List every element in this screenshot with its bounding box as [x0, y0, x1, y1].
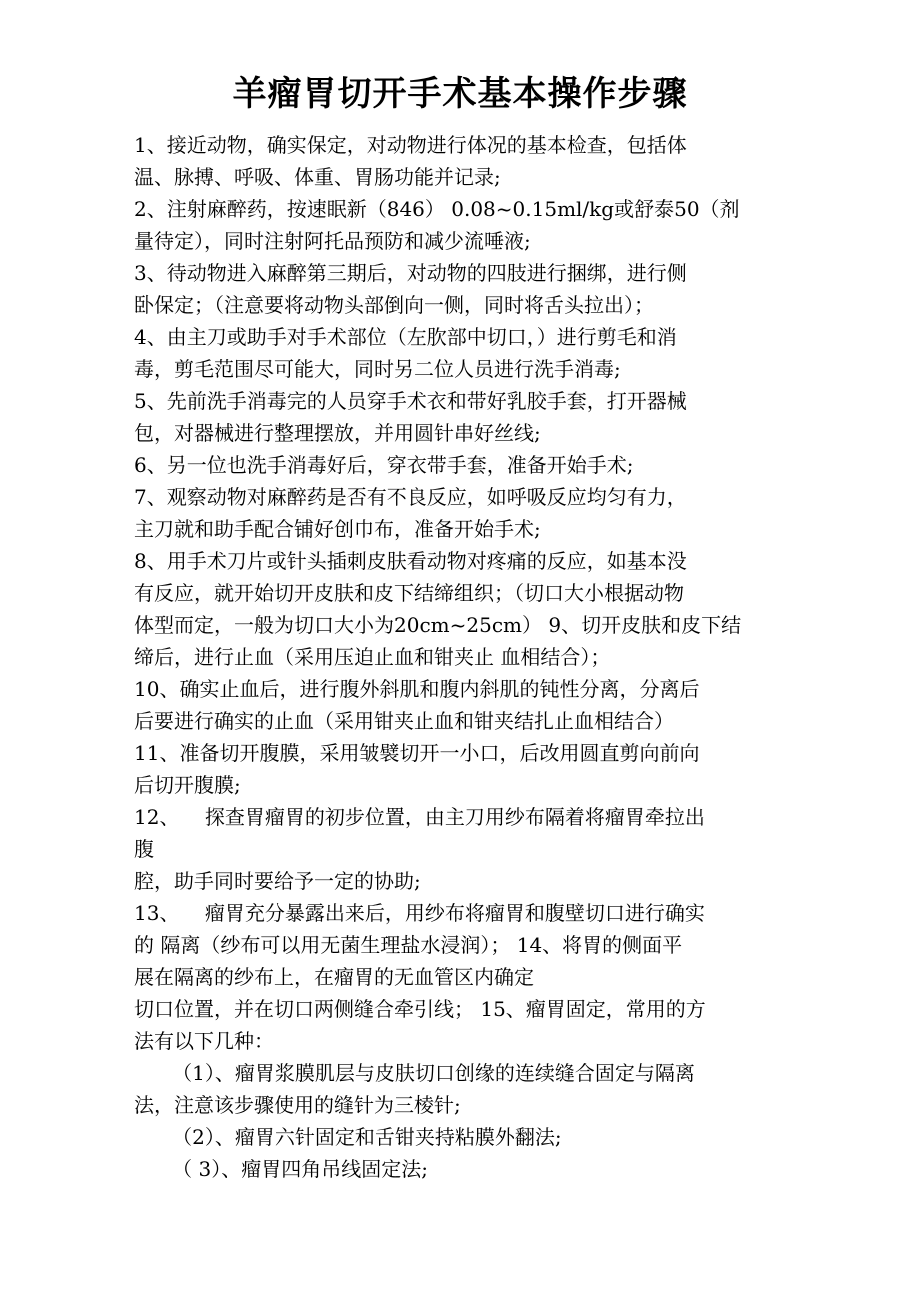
document-line: 包，对器械进行整理摆放，并用圆针串好丝线; [134, 421, 541, 445]
document-title: 羊瘤胃切开手术基本操作步骤 [232, 74, 688, 114]
document-line: 毒，剪毛范围尽可能大，同时另二位人员进行洗手消毒; [134, 357, 621, 381]
document-line: 13、 瘤胃充分暴露出来后，用纱布将瘤胃和腹壁切口进行确实 [134, 901, 705, 925]
document-line: 量待定），同时注射阿托品预防和减少流唾液; [134, 229, 531, 253]
document-line: 腹 [134, 837, 154, 861]
document-line: 法有以下几种： [134, 1029, 274, 1053]
document-line: （ 3）、瘤胃四角吊线固定法; [134, 1157, 428, 1181]
document-line: 11、准备切开腹膜，采用皱襞切开一小口，后改用圆直剪向前向 [134, 741, 700, 765]
document-line: 4、由主刀或助手对手术部位（左肷部中切口，）进行剪毛和消 [134, 325, 677, 349]
document-line: 法，注意该步骤使用的缝针为三棱针; [134, 1093, 461, 1117]
document-line: 2、注射麻醉药，按速眠新（846） 0.08~0.15ml/kg或舒泰50（剂 [134, 197, 740, 221]
document-line: 体型而定，一般为切口大小为20cm~25cm） 9、切开皮肤和皮下结 [134, 613, 742, 637]
document-line: 5、先前洗手消毒完的人员穿手术衣和带好乳胶手套，打开器械 [134, 389, 687, 413]
document-line: 8、用手术刀片或针头插刺皮肤看动物对疼痛的反应，如基本没 [134, 549, 687, 573]
document-line: 腔，助手同时要给予一定的协助; [134, 869, 421, 893]
document-line: （2）、瘤胃六针固定和舌钳夹持粘膜外翻法; [134, 1125, 562, 1149]
document-line: 7、观察动物对麻醉药是否有不良反应，如呼吸反应均匀有力， [134, 485, 687, 509]
document-line: 的 隔离（纱布可以用无菌生理盐水浸润）； 14、将胃的侧面平 [134, 933, 683, 957]
document-line: 1、接近动物，确实保定，对动物进行体况的基本检查，包括体 [134, 133, 687, 157]
document-line: 主刀就和助手配合铺好创巾布，准备开始手术; [134, 517, 541, 541]
document-line: 后要进行确实的止血（采用钳夹止血和钳夹结扎止血相结合） [134, 709, 674, 733]
document-line: 温、脉搏、呼吸、体重、胃肠功能并记录; [134, 165, 501, 189]
document-line: （1）、瘤胃浆膜肌层与皮肤切口创缘的连续缝合固定与隔离 [134, 1061, 695, 1085]
document-line: 10、确实止血后，进行腹外斜肌和腹内斜肌的钝性分离，分离后 [134, 677, 700, 701]
document-line: 有反应，就开始切开皮肤和皮下结缔组织；（切口大小根据动物 [134, 581, 684, 605]
document-line: 6、另一位也洗手消毒好后，穿衣带手套，准备开始手术; [134, 453, 634, 477]
document-line: 后切开腹膜; [134, 773, 241, 797]
document-line: 12、 探查胃瘤胃的初步位置，由主刀用纱布隔着将瘤胃牵拉出 [134, 805, 705, 829]
document-line: 卧保定；（注意要将动物头部倒向一侧，同时将舌头拉出）； [134, 293, 654, 317]
document-line: 切口位置，并在切口两侧缝合牵引线； 15、瘤胃固定，常用的方 [134, 997, 706, 1021]
document-body [134, 129, 794, 1185]
document-line: 3、待动物进入麻醉第三期后，对动物的四肢进行捆绑，进行侧 [134, 261, 687, 285]
document-line: 缔后，进行止血（采用压迫止血和钳夹止 血相结合）； [134, 645, 611, 669]
document-line: 展在隔离的纱布上，在瘤胃的无血管区内确定 [134, 965, 534, 989]
